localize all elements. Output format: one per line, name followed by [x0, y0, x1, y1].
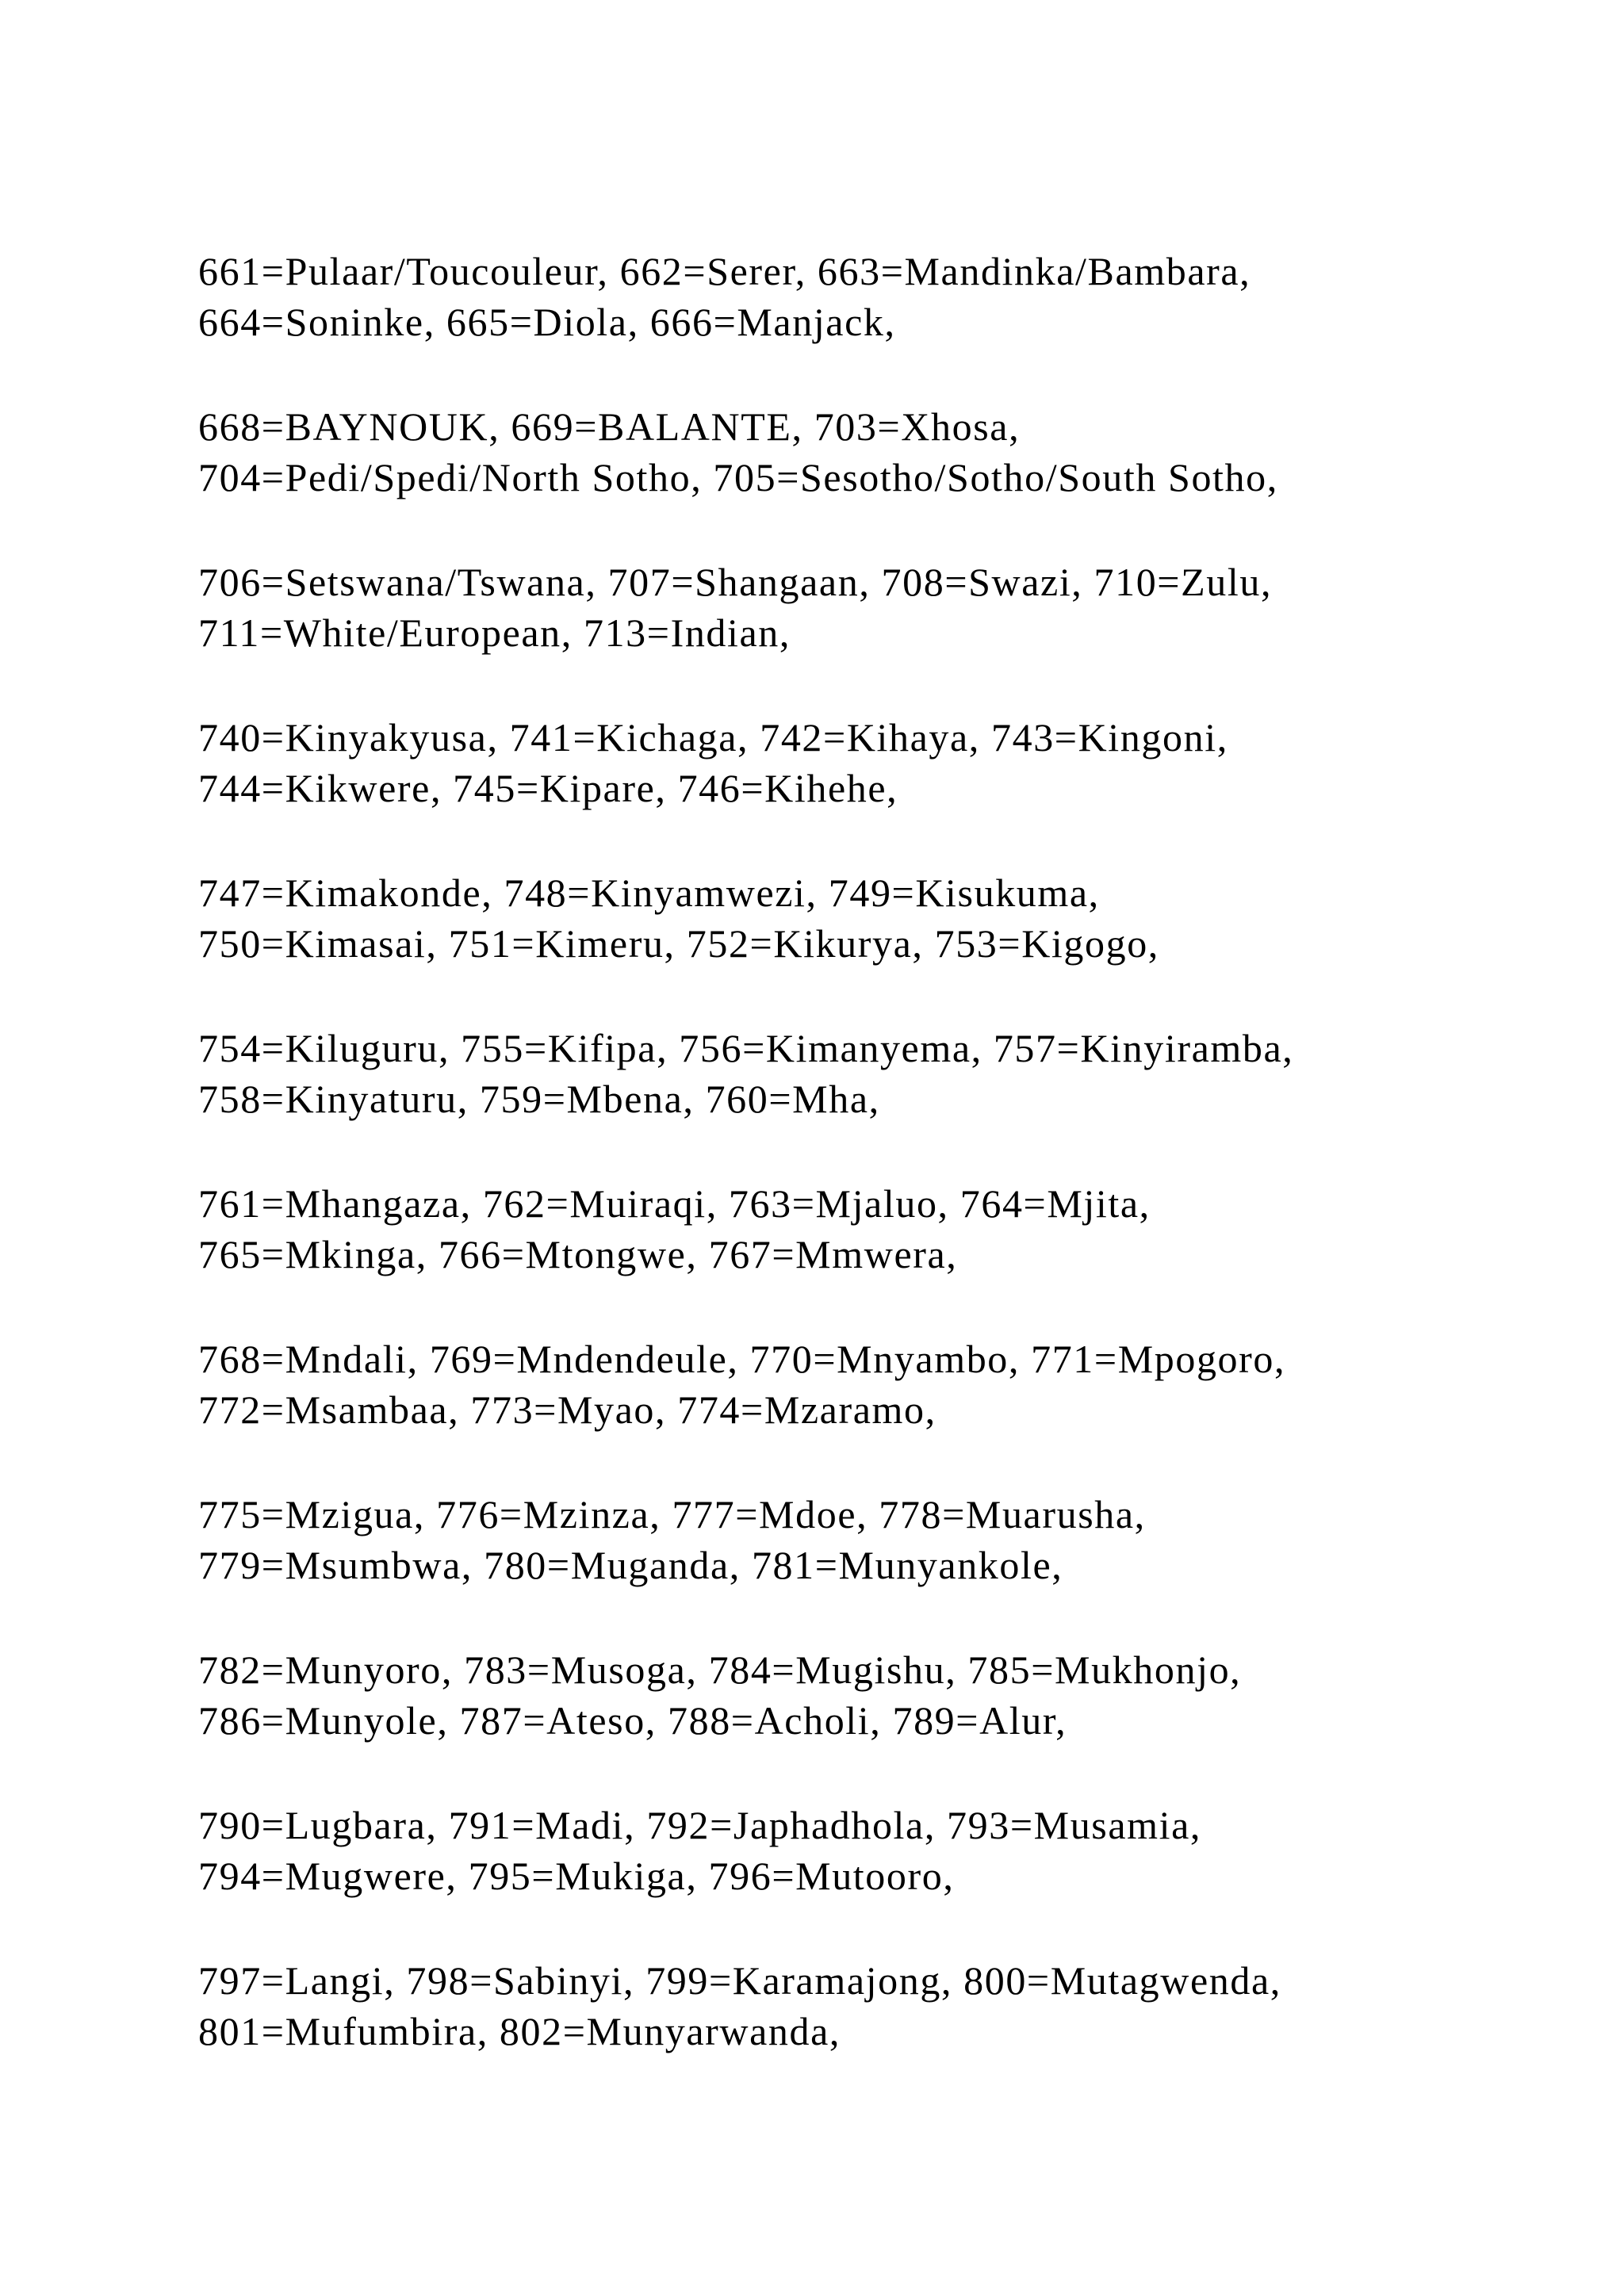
text-line: 754=Kiluguru, 755=Kifipa, 756=Kimanyema, 757=Kinyiramba,	[198, 1026, 1294, 1070]
text-line: 768=Mndali, 769=Mndendeule, 770=Mnyambo, 771=Mpogoro,	[198, 1337, 1286, 1381]
text-line: 801=Mufumbira, 802=Munyarwanda,	[198, 2009, 841, 2053]
text-line: 790=Lugbara, 791=Madi, 792=Japhadhola, 793=Musamia,	[198, 1803, 1202, 1847]
text-line: 744=Kikwere, 745=Kipare, 746=Kihehe,	[198, 766, 898, 810]
text-line: 704=Pedi/Spedi/North Sotho, 705=Sesotho/Sotho/South Sotho,	[198, 455, 1278, 499]
text-line: 794=Mugwere, 795=Mukiga, 796=Mutooro,	[198, 1854, 955, 1898]
paragraph	[198, 1955, 1546, 2057]
paragraph	[198, 246, 1546, 347]
paragraph	[198, 1334, 1546, 1435]
paragraph	[198, 1800, 1546, 1901]
paragraph	[198, 1023, 1546, 1124]
text-line: 786=Munyole, 787=Ateso, 788=Acholi, 789=Alur,	[198, 1698, 1067, 1743]
paragraph	[198, 1489, 1546, 1590]
paragraph	[198, 1644, 1546, 1746]
text-line: 668=BAYNOUK, 669=BALANTE, 703=Xhosa,	[198, 404, 1021, 449]
paragraph	[198, 401, 1546, 503]
text-line: 779=Msumbwa, 780=Muganda, 781=Munyankole,	[198, 1543, 1063, 1587]
paragraph	[198, 867, 1546, 969]
text-line: 758=Kinyaturu, 759=Mbena, 760=Mha,	[198, 1077, 880, 1121]
text-line: 761=Mhangaza, 762=Muiraqi, 763=Mjaluo, 764=Mjita,	[198, 1181, 1151, 1226]
paragraph	[198, 712, 1546, 813]
text-line: 775=Mzigua, 776=Mzinza, 777=Mdoe, 778=Muarusha,	[198, 1492, 1146, 1536]
text-line: 797=Langi, 798=Sabinyi, 799=Karamajong, 800=Mutagwenda,	[198, 1958, 1281, 2003]
text-line: 750=Kimasai, 751=Kimeru, 752=Kikurya, 753=Kigogo,	[198, 921, 1159, 966]
text-line: 782=Munyoro, 783=Musoga, 784=Mugishu, 785=Mukhonjo,	[198, 1647, 1242, 1692]
text-line: 711=White/European, 713=Indian,	[198, 610, 791, 655]
text-line: 664=Soninke, 665=Diola, 666=Manjack,	[198, 300, 896, 344]
code-list	[198, 246, 1546, 2110]
text-line: 765=Mkinga, 766=Mtongwe, 767=Mmwera,	[198, 1232, 958, 1276]
text-line: 772=Msambaa, 773=Myao, 774=Mzaramo,	[198, 1387, 936, 1432]
paragraph	[198, 1178, 1546, 1280]
text-line: 661=Pulaar/Toucouleur, 662=Serer, 663=Mandinka/Bambara,	[198, 249, 1251, 293]
text-line: 706=Setswana/Tswana, 707=Shangaan, 708=Swazi, 710=Zulu,	[198, 560, 1273, 604]
text-line: 747=Kimakonde, 748=Kinyamwezi, 749=Kisukuma,	[198, 871, 1100, 915]
text-line: 740=Kinyakyusa, 741=Kichaga, 742=Kihaya, 743=Kingoni,	[198, 715, 1228, 760]
paragraph	[198, 557, 1546, 658]
